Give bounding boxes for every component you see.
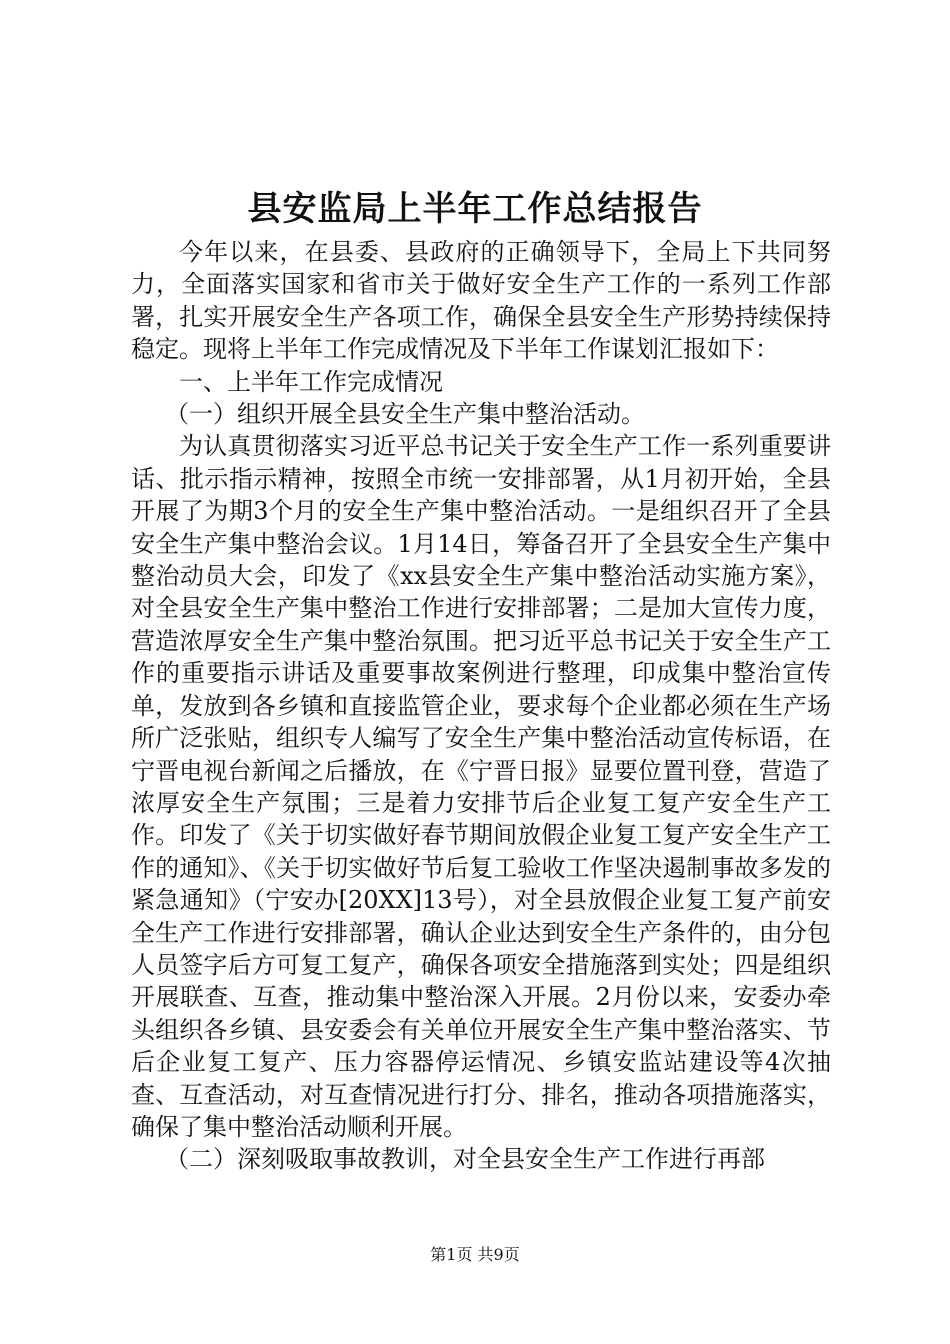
document-title: 县安监局上半年工作总结报告 bbox=[247, 189, 703, 229]
body-paragraph: 为认真贯彻落实习近平总书记关于安全生产工作一系列重要讲话、批示指示精神，按照全市统一安排部署，从1月初开始，全县开展了为期3个月的安全生产集中整治活动。一是组织召开了全县安全生产集中整治会议。1月14日，筹备召开了全县安全生产集中整治动员大会，印发了《xx县安全生产集中整治活动实施方案》，对全县安全生产集中整治工作进行安排部署；二是加大宣传力度，营造浓厚安全生产集中整治氛围。把习近平总书记关于安全生产工作的重要指示讲话及重要事故案例进行整理，印成集中整治宣传单，发放到各乡镇和直接监管企业，要求每个企业都必须在生产场所广泛张贴，组织专人编写了安全生产集中整治活动宣传标语，在宁晋电视台新闻之后播放，在《宁晋日报》显要位置刊登，营造了浓厚安全生产氛围；三是着力安排节后企业复工复产安全生产工作。印发了《关于切实做好春节期间放假企业复工复产安全生产工作的通知》、《关于切实做好节后复工验收工作坚决遏制事故多发的紧急通知》（宁安办[20XX]13号），对全县放假企业复工复产前安全生产工作进行安排部署，确认企业达到安全生产条件的，由分包人员签字后方可复工复产，确保各项安全措施落到实处；四是组织开展联查、互查，推动集中整治深入开展。2月份以来，安委办牵头组织各乡镇、县安委会有关单位开展安全生产集中整治落实、节后企业复工复产、压力容器停运情况、乡镇安监站建设等4次抽查、互查活动，对互查情况进行打分、排名，推动各项措施落实，确保了集中整治活动顺利开展。 bbox=[131, 432, 831, 1141]
subsection-heading-2: （二）深刻吸取事故教训，对全县安全生产工作进行再部 bbox=[165, 1145, 765, 1174]
intro-paragraph: 今年以来，在县委、县政府的正确领导下，全局上下共同努力，全面落实国家和省市关于做好安全生产工作的一系列工作部署，扎实开展安全生产各项工作，确保全县安全生产形势持续保持稳定。现将上半年工作完成情况及下半年工作谋划汇报如下： bbox=[131, 238, 831, 364]
page-footer: 第1页 共9页 bbox=[430, 1245, 520, 1264]
subsection-heading-1: （一）组织开展全县安全生产集中整治活动。 bbox=[165, 400, 645, 429]
section-heading-1: 一、上半年工作完成情况 bbox=[179, 367, 443, 396]
document-body bbox=[131, 236, 831, 1176]
